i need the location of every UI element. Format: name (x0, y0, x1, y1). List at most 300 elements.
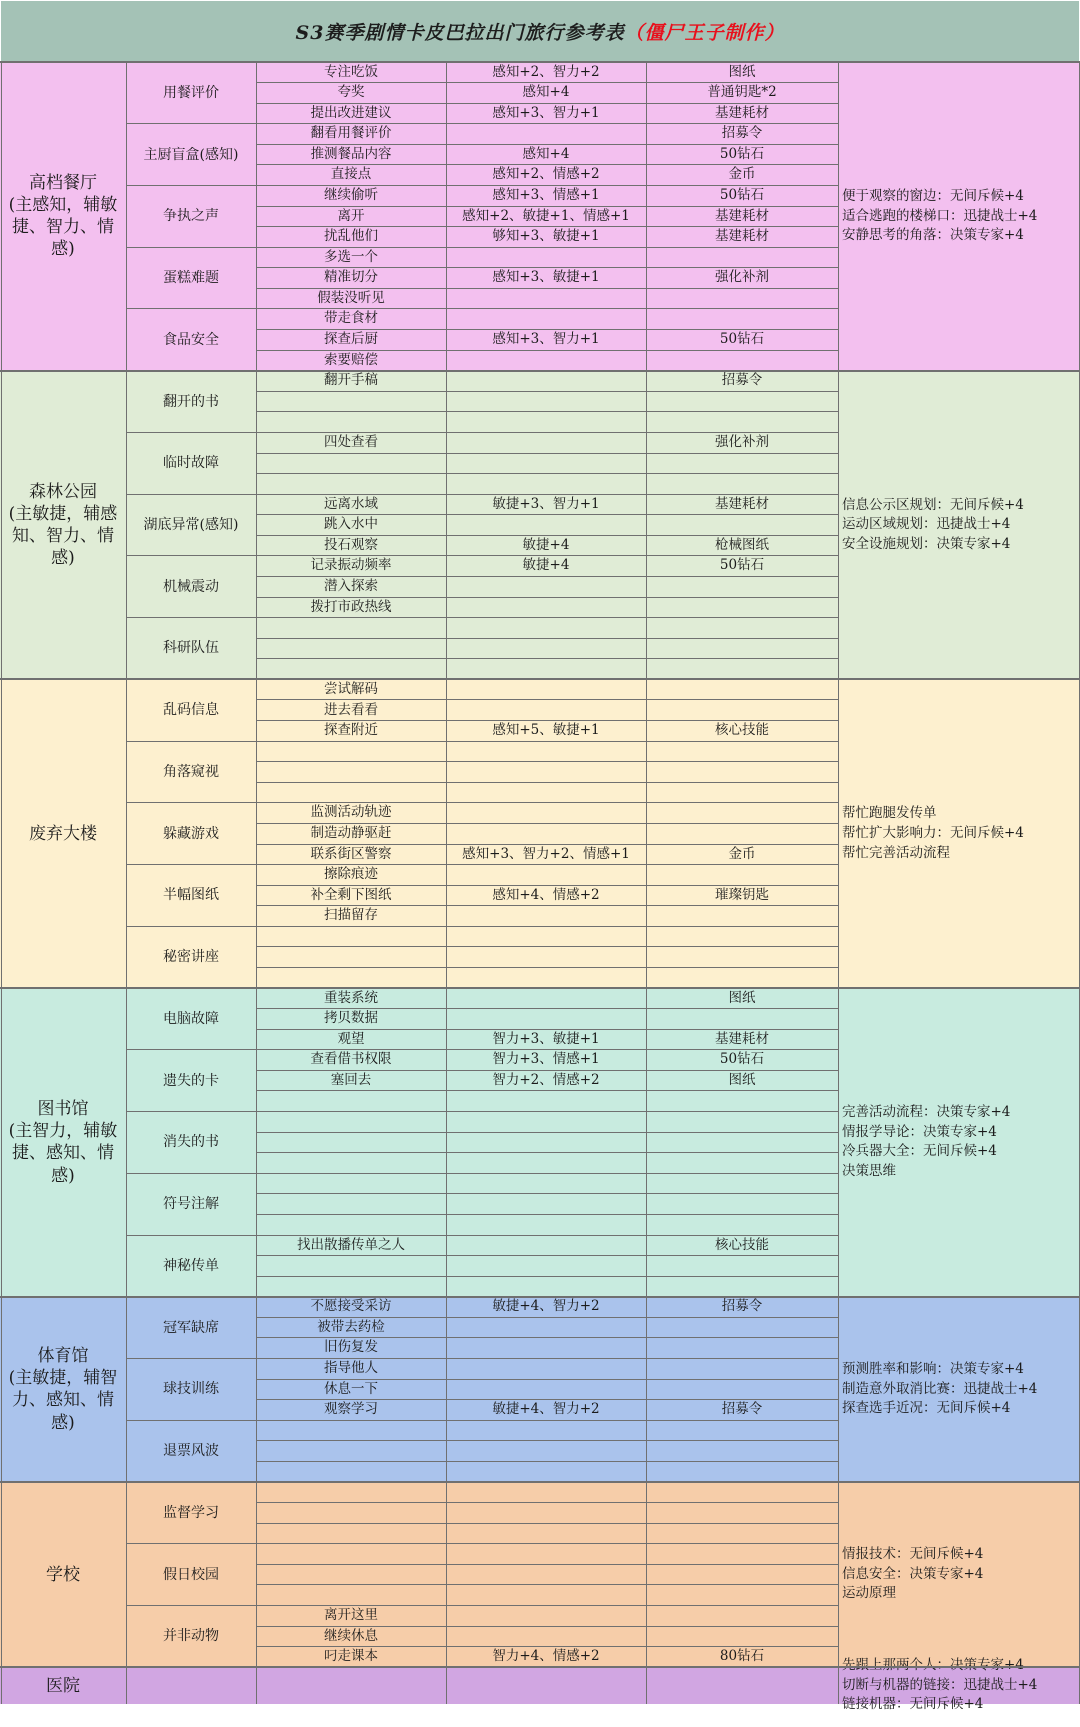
grid-line (0, 61, 1080, 63)
option-reward: 强化补剂 (715, 269, 769, 286)
option-stats: 感知+2、敏捷+1、情感+1 (462, 207, 630, 224)
option-stats (446, 1153, 646, 1174)
grid-line (126, 864, 838, 865)
option-choice (256, 453, 446, 474)
option-choice: 多选一个 (324, 248, 378, 265)
grid-line (256, 1667, 257, 1704)
option-stats (446, 350, 646, 371)
option-reward (646, 968, 838, 989)
grid-line (256, 679, 257, 988)
option-reward (646, 350, 838, 371)
option-reward (646, 947, 838, 968)
area-name-text: 医院 (46, 1675, 80, 1696)
event-name: 用餐评价 (163, 84, 219, 101)
option-reward (646, 391, 838, 412)
area-name (0, 1297, 126, 1482)
bonus-item: 情报学导论：决策专家+4 (842, 1123, 997, 1140)
option-choice: 查看借书权限 (310, 1051, 392, 1068)
grid-line (646, 988, 647, 1297)
option-stats (446, 659, 646, 680)
option-reward: 普通钥匙*2 (707, 84, 777, 101)
option-reward: 枪械图纸 (715, 536, 769, 553)
option-choice: 尝试解码 (324, 680, 378, 697)
option-stats: 敏捷+4 (522, 557, 570, 574)
event-name: 假日校园 (163, 1566, 219, 1583)
grid-line (126, 1482, 127, 1667)
bonus-list (838, 1667, 1080, 1713)
option-choice: 找出散播传单之人 (297, 1236, 405, 1253)
option-choice: 精准切分 (324, 269, 378, 286)
bonus-items (842, 1103, 1010, 1181)
grid-line (126, 1667, 127, 1704)
bonus-items (842, 1545, 983, 1604)
option-stats (446, 1214, 646, 1235)
option-reward (646, 597, 838, 618)
event-name: 蛋糕难题 (163, 270, 219, 287)
option-reward: 基建耗材 (715, 228, 769, 245)
grid-line (126, 802, 838, 803)
grid-line (1079, 62, 1080, 371)
option-stats: 感知+4、情感+2 (492, 886, 600, 903)
option-stats (446, 1359, 646, 1380)
grid-line (256, 1564, 838, 1565)
grid-line (1, 1482, 2, 1667)
option-reward (646, 865, 838, 886)
option-choice: 提出改进建议 (310, 104, 392, 121)
option-reward: 金币 (728, 166, 756, 183)
event-name: 神秘传单 (163, 1257, 219, 1274)
grid-line (256, 1584, 838, 1585)
event-name: 湖底异常(感知) (143, 516, 239, 533)
section-restaurant (0, 62, 1080, 371)
option-reward: 50钻石 (719, 331, 765, 348)
option-reward (646, 1359, 838, 1380)
grid-line (0, 370, 1080, 372)
option-reward: 基建耗材 (715, 495, 769, 512)
title-main: S3赛季剧情卡皮巴拉出门旅行参考表 (295, 22, 625, 44)
option-stats (446, 947, 646, 968)
option-reward (646, 1461, 838, 1482)
bonus-item: 帮忙完善活动流程 (842, 844, 950, 861)
bonus-list (838, 1297, 1080, 1482)
grid-line (1079, 371, 1080, 680)
section-hospital (0, 1667, 1080, 1713)
grid-line (126, 494, 838, 495)
option-stats (446, 412, 646, 433)
option-choice: 休息一下 (324, 1380, 378, 1397)
option-reward (646, 1605, 838, 1626)
grid-line (126, 1543, 838, 1544)
grid-line (1079, 1667, 1080, 1704)
option-choice (256, 412, 446, 433)
grid-line (256, 1646, 838, 1647)
option-choice: 推测餐品内容 (310, 145, 392, 162)
option-choice: 翻开手稿 (324, 372, 378, 389)
grid-line (838, 1482, 839, 1667)
grid-line (256, 473, 838, 474)
option-choice: 塞回去 (330, 1071, 372, 1088)
grid-line (0, 1296, 1080, 1298)
option-stats (446, 1112, 646, 1133)
grid-line (126, 185, 838, 186)
grid-line (126, 308, 838, 309)
option-reward (646, 474, 838, 495)
grid-line (256, 1090, 838, 1091)
option-reward (646, 1544, 838, 1565)
bonus-items (842, 496, 1024, 555)
bonus-list (838, 679, 1080, 988)
event-name: 半幅图纸 (163, 887, 219, 904)
grid-line (838, 679, 839, 988)
bonus-item: 完善活动流程：决策专家+4 (842, 1104, 1011, 1121)
option-choice: 扫描留存 (324, 907, 378, 924)
option-reward: 招募令 (721, 372, 763, 389)
option-stats (446, 1585, 646, 1606)
grid-line (1, 1297, 2, 1482)
bonus-item: 预测胜率和影响：决策专家+4 (842, 1361, 1024, 1378)
event-name: 躲藏游戏 (163, 825, 219, 842)
grid-line (256, 411, 838, 412)
event-name: 临时故障 (163, 455, 219, 472)
grid-line (256, 1214, 838, 1215)
option-choice (256, 638, 446, 659)
grid-line (0, 1666, 1080, 1668)
option-reward: 核心技能 (715, 722, 769, 739)
bonus-item: 便于观察的窗边：无间斥候+4 (842, 188, 1024, 204)
option-reward: 基建耗材 (715, 207, 769, 224)
grid-line (256, 1193, 838, 1194)
option-stats (446, 1256, 646, 1277)
option-stats (446, 1194, 646, 1215)
section-library (0, 988, 1080, 1297)
option-reward (646, 1523, 838, 1544)
grid-line (256, 103, 838, 104)
grid-line (646, 1667, 647, 1704)
grid-line (256, 371, 257, 680)
option-stats: 智力+4、情感+2 (492, 1648, 600, 1665)
option-stats: 感知+2、情感+2 (492, 166, 600, 183)
option-reward (646, 906, 838, 927)
bonus-item: 决策思维 (842, 1163, 896, 1179)
option-stats (446, 1523, 646, 1544)
option-stats: 感知+3、智力+1 (492, 331, 600, 348)
option-reward (646, 823, 838, 844)
grid-line (256, 967, 838, 968)
event-name: 主厨盲盒(感知) (143, 146, 239, 163)
option-choice (256, 1132, 446, 1153)
option-stats (446, 576, 646, 597)
option-choice (256, 1544, 446, 1565)
area-name-text: 废弃大楼 (29, 823, 97, 844)
grid-line (256, 1440, 838, 1441)
option-choice (256, 618, 446, 639)
option-stats: 智力+3、情感+1 (492, 1051, 600, 1068)
event-name: 退票风波 (163, 1443, 219, 1460)
option-stats: 敏捷+4、智力+2 (492, 1401, 600, 1418)
option-stats (446, 968, 646, 989)
option-choice: 联系街区警察 (310, 845, 392, 862)
bonus-item: 安全设施规划：决策专家+4 (842, 535, 1011, 552)
bonus-item: 链接机器：无间斥候+4 (842, 1696, 984, 1713)
bonus-list (838, 371, 1080, 680)
bonus-list (838, 1482, 1080, 1667)
option-reward (646, 1173, 838, 1194)
grid-line (256, 226, 838, 227)
option-reward (646, 1503, 838, 1524)
option-stats: 智力+3、敏捷+1 (492, 1030, 600, 1047)
grid-line (256, 720, 838, 721)
option-stats (446, 926, 646, 947)
area-name (0, 1482, 126, 1667)
title-credit: （僵尸王子制作） (624, 22, 785, 44)
event-name: 机械震动 (163, 578, 219, 595)
area-name-text: 森林公园 (主敏捷，辅感知、智力、情感) (8, 481, 118, 569)
grid-line (1, 988, 2, 1297)
option-reward: 图纸 (728, 1071, 756, 1088)
option-choice: 夸奖 (337, 84, 365, 101)
grid-line (256, 1502, 838, 1503)
option-choice: 指导他人 (324, 1360, 378, 1377)
grid-line (256, 988, 257, 1297)
option-stats (446, 823, 646, 844)
grid-line (1, 62, 2, 371)
bonus-items (842, 187, 1037, 246)
option-reward (646, 1626, 838, 1647)
option-choice: 索要赔偿 (324, 351, 378, 368)
option-reward (646, 309, 838, 330)
grid-line (126, 1297, 127, 1482)
option-choice: 观察学习 (324, 1401, 378, 1418)
option-choice: 不愿接受采访 (310, 1298, 392, 1315)
grid-line (1079, 679, 1080, 988)
option-stats (446, 1441, 646, 1462)
option-choice (256, 1441, 446, 1462)
grid-line (256, 82, 838, 83)
bonus-list (838, 988, 1080, 1297)
grid-line (256, 1029, 838, 1030)
grid-line (446, 1482, 447, 1667)
option-reward (646, 1091, 838, 1112)
option-reward: 基建耗材 (715, 1030, 769, 1047)
option-stats: 感知+5、敏捷+1 (492, 722, 600, 739)
option-reward: 50钻石 (719, 145, 765, 162)
option-choice: 补全剩下图纸 (310, 886, 392, 903)
grid-line (256, 329, 838, 330)
section-school (0, 1482, 1080, 1667)
option-stats (446, 371, 646, 392)
bonus-item: 运动区域规划：迅捷战士+4 (842, 516, 1011, 533)
option-choice (256, 1091, 446, 1112)
option-stats (446, 1420, 646, 1441)
option-stats (446, 124, 646, 145)
option-reward (646, 762, 838, 783)
option-choice (256, 782, 446, 803)
option-choice (256, 1276, 446, 1297)
option-stats (446, 309, 646, 330)
grid-line (838, 988, 839, 1297)
grid-line (126, 679, 127, 988)
grid-line (838, 371, 839, 680)
grid-line (446, 988, 447, 1297)
grid-line (838, 1297, 839, 1482)
grid-line (126, 247, 838, 248)
option-reward (646, 659, 838, 680)
event-name: 争执之声 (163, 208, 219, 225)
option-reward (646, 1214, 838, 1235)
option-stats (446, 1667, 646, 1727)
event-name: 遗失的卡 (163, 1072, 219, 1089)
option-stats (446, 1091, 646, 1112)
grid-line (446, 62, 447, 371)
option-stats: 感知+4 (522, 84, 570, 101)
grid-line (256, 1461, 838, 1462)
event-name: 并非动物 (163, 1628, 219, 1645)
grid-line (646, 62, 647, 371)
option-stats: 够知+3、敏捷+1 (492, 228, 600, 245)
area-name-text: 学校 (46, 1564, 80, 1585)
option-reward (646, 453, 838, 474)
grid-line (256, 453, 838, 454)
bonus-item: 帮忙扩大影响力：无间斥候+4 (842, 824, 1024, 841)
grid-line (256, 1255, 838, 1256)
grid-line (646, 371, 647, 680)
option-reward: 金币 (728, 845, 756, 862)
grid-line (126, 1358, 838, 1359)
option-reward: 核心技能 (715, 1236, 769, 1253)
option-stats (446, 782, 646, 803)
grid-line (256, 144, 838, 145)
grid-line (256, 1337, 838, 1338)
option-choice (256, 474, 446, 495)
option-reward (646, 515, 838, 536)
grid-line (256, 597, 838, 598)
grid-line (256, 164, 838, 165)
grid-line (446, 679, 447, 988)
grid-line (1, 371, 2, 680)
option-choice (256, 926, 446, 947)
option-stats (446, 1235, 646, 1256)
bonus-item: 信息公示区规划：无间斥候+4 (842, 496, 1024, 513)
grid-line (256, 1008, 838, 1009)
event-name: 翻开的书 (163, 393, 219, 410)
option-reward: 图纸 (728, 63, 756, 80)
option-choice: 被带去药检 (317, 1318, 385, 1335)
option-choice (256, 659, 446, 680)
option-choice: 继续休息 (324, 1627, 378, 1644)
option-stats: 敏捷+4、智力+2 (492, 1298, 600, 1315)
option-choice (256, 1173, 446, 1194)
option-reward (646, 1482, 838, 1503)
option-stats (446, 453, 646, 474)
option-stats: 感知+4 (522, 145, 570, 162)
option-stats (446, 1482, 646, 1503)
option-choice: 四处查看 (324, 433, 378, 450)
event-name: 秘密讲座 (163, 949, 219, 966)
area-name (0, 679, 126, 988)
grid-line (256, 391, 838, 392)
option-stats: 感知+3、情感+1 (492, 187, 600, 203)
option-stats: 敏捷+3、智力+1 (492, 495, 600, 512)
grid-line (126, 555, 838, 556)
option-choice: 观望 (337, 1030, 365, 1047)
option-stats (446, 1276, 646, 1297)
option-choice (256, 1214, 446, 1235)
option-reward (646, 1379, 838, 1400)
option-choice: 记录振动频率 (310, 557, 392, 574)
option-reward: 80钻石 (719, 1648, 765, 1665)
option-choice: 继续偷听 (324, 187, 378, 203)
grid-line (446, 1667, 447, 1704)
option-stats (446, 288, 646, 309)
option-reward: 50钻石 (719, 187, 765, 203)
option-choice: 投石观察 (324, 536, 378, 553)
grid-line (1, 679, 2, 988)
bonus-item: 情报技术：无间斥候+4 (842, 1546, 984, 1563)
option-stats (446, 432, 646, 453)
grid-line (256, 1317, 838, 1318)
grid-line (1079, 1482, 1080, 1667)
option-choice: 离开这里 (324, 1607, 378, 1624)
option-reward (646, 1009, 838, 1030)
grid-line (126, 1111, 838, 1112)
grid-line (256, 206, 838, 207)
option-reward (646, 1338, 838, 1359)
option-stats (446, 638, 646, 659)
option-choice: 监测活动轨迹 (310, 804, 392, 821)
grid-line (126, 1420, 838, 1421)
option-choice: 潜入探索 (324, 578, 378, 595)
grid-line (0, 1481, 1080, 1483)
option-choice: 旧伤复发 (324, 1339, 378, 1356)
option-stats (446, 1461, 646, 1482)
option-choice: 跳入水中 (324, 516, 378, 533)
option-stats (446, 515, 646, 536)
event-name (126, 1667, 256, 1727)
option-choice: 进去看看 (324, 701, 378, 718)
bonus-items (842, 1656, 1037, 1715)
grid-line (256, 946, 838, 947)
grid-line (256, 885, 838, 886)
grid-line (646, 1297, 647, 1482)
option-choice (256, 1420, 446, 1441)
grid-line (446, 371, 447, 680)
option-choice (256, 1667, 446, 1727)
option-stats (446, 1132, 646, 1153)
bonus-item: 适合逃跑的楼梯口：迅捷战士+4 (842, 207, 1038, 224)
grid-line (646, 1482, 647, 1667)
option-choice (256, 391, 446, 412)
option-stats (446, 1009, 646, 1030)
area-name-text: 图书馆 (主智力，辅敏捷、感知、情感) (8, 1099, 118, 1186)
grid-line (1079, 988, 1080, 1297)
option-reward (646, 1132, 838, 1153)
grid-line (256, 1482, 257, 1667)
option-reward (646, 1317, 838, 1338)
grid-line (126, 62, 127, 371)
event-name: 符号注解 (163, 1196, 219, 1213)
bonus-item: 制造意外取消比赛：迅捷战士+4 (842, 1380, 1038, 1397)
option-reward (646, 618, 838, 639)
grid-line (446, 1297, 447, 1482)
grid-line (126, 1173, 838, 1174)
option-reward: 招募令 (721, 1401, 763, 1418)
grid-line (256, 267, 838, 268)
option-choice: 制造动静驱赶 (310, 824, 392, 841)
grid-line (126, 741, 838, 742)
option-choice (256, 1585, 446, 1606)
option-choice (256, 1482, 446, 1503)
grid-line (1, 1667, 2, 1704)
